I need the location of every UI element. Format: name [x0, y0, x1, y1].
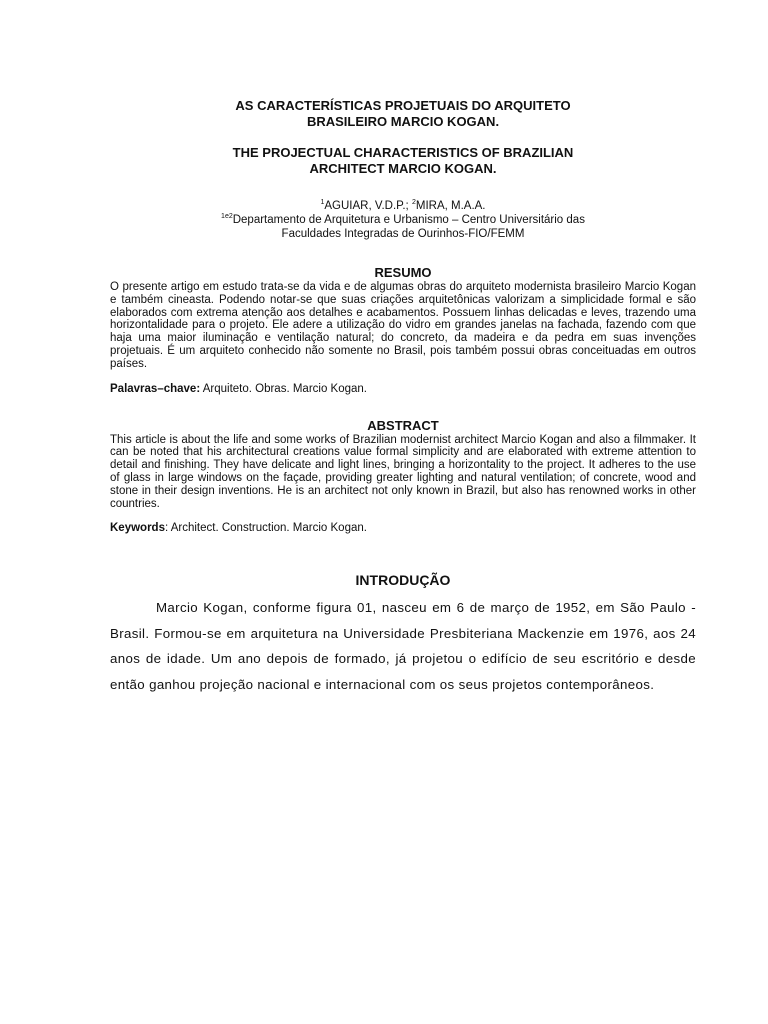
- affiliation-superscript: 1e2: [221, 213, 233, 221]
- author1-superscript: 1: [320, 199, 325, 207]
- title-block: [110, 98, 696, 177]
- author2-name: MIRA, M.A.A.: [415, 200, 486, 212]
- introducao-text: Marcio Kogan, conforme figura 01, nasceu em 6 de março de 1952, em São Paulo - Brasil. Formou-se em arquitetura na Universidade Presbiteriana Mackenzie em 1976, aos 24 anos de idade. Um ano depois de formado, já projetou o edifício de seu escritório e desde então ganhou projeção nacional e internacional com os seus projetos contemporâneos.: [110, 600, 696, 692]
- affiliation-line2: Faculdades Integradas de Ourinhos-FIO/FEMM: [281, 228, 525, 240]
- author-line: [110, 199, 696, 213]
- resumo-heading: RESUMO: [374, 265, 432, 280]
- resumo-keywords-label: Palavras–chave:: [110, 382, 201, 395]
- abstract-keywords: [110, 521, 696, 535]
- affiliation-text-line1: Departamento de Arquitetura e Urbanismo – Centro Universitário das: [232, 214, 585, 226]
- resumo-text: O presente artigo em estudo trata-se da vida e de algumas obras do arquiteto modernista brasileiro Marcio Kogan e também cineasta. Podendo notar-se que suas criações arquitetônicas valorizam a simplicidade formal e são elaborados com extrema atenção aos detalhes e acabamentos. Possuem linhas delicadas e leves, trazendo uma horizontalidade para o projeto. Ele adere a utilização do vidro em grandes janelas na fachada, fazendo com que haja uma maior iluminação e ventilação natural; do concreto, da madeira e da pedra em suas invenções projetuais. É um arquiteto conhecido não somente no Brasil, pois também possui obras conceituadas em outros países.: [110, 281, 696, 370]
- title-pt-line2: BRASILEIRO MARCIO KOGAN.: [306, 114, 500, 129]
- author1-name: AGUIAR, V.D.P.;: [324, 200, 409, 212]
- affiliation-line1: [110, 213, 696, 227]
- authors-block: [110, 199, 696, 241]
- title-pt-line1: AS CARACTERÍSTICAS PROJETUAIS DO ARQUITETO: [235, 98, 571, 113]
- resumo-keywords-value: Arquiteto. Obras. Marcio Kogan.: [200, 382, 367, 395]
- title-en-line2: ARCHITECT MARCIO KOGAN.: [309, 161, 497, 176]
- introducao-heading: INTRODUÇÃO: [355, 572, 451, 589]
- title-en-line1: THE PROJECTUAL CHARACTERISTICS OF BRAZILIAN: [232, 145, 574, 160]
- abstract-keywords-value: : Architect. Construction. Marcio Kogan.: [164, 522, 367, 535]
- abstract-keywords-label: Keywords: [110, 522, 165, 535]
- abstract-text: This article is about the life and some works of Brazilian modernist architect Marcio Kogan and also a filmmaker. It can be noted that his architectural creations value formal simplicity and are elaborated with extreme attention to detail and finishing. They have delicate and light lines, bringing a horizontality to the project. It adheres to the use of glass in large windows on the façade, providing greater lighting and natural ventilation; of concrete, wood and stone in their design inventions. He is an architect not only known in Brazil, but also has renowned works in other countries.: [110, 433, 696, 510]
- author2-superscript: 2: [411, 199, 416, 207]
- resumo-keywords: [110, 382, 696, 396]
- abstract-heading: ABSTRACT: [367, 417, 439, 433]
- page-content: [110, 98, 696, 697]
